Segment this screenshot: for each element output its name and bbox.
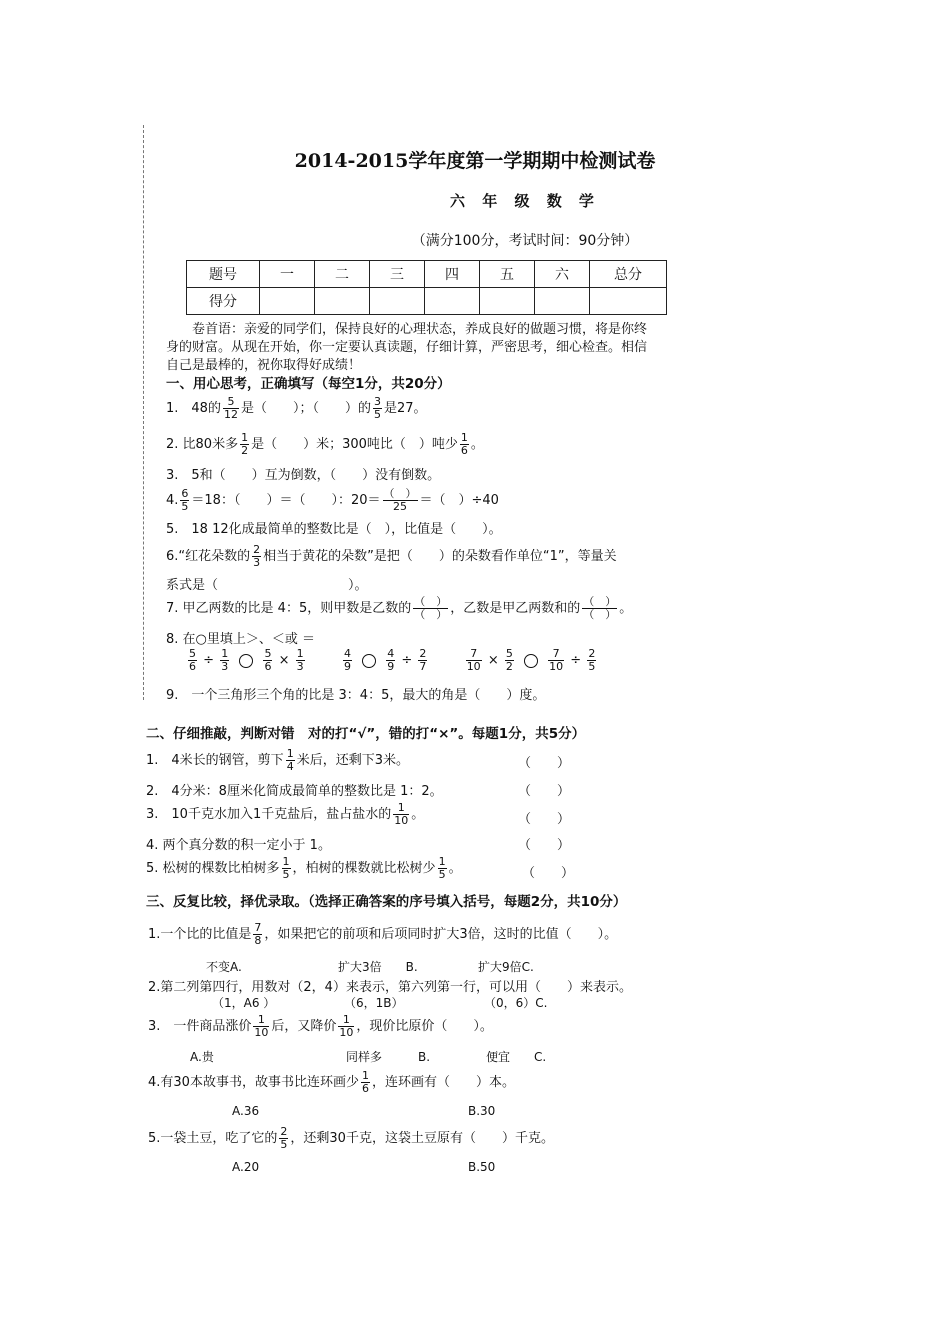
fraction-numerator: 1 <box>286 747 294 760</box>
question-text: 米后，还剩下3米。 <box>296 753 409 768</box>
fraction-denominator: 5 <box>280 1138 288 1151</box>
fraction-denominator: 2 <box>505 660 513 673</box>
question-2-3 <box>146 802 424 827</box>
fraction-numerator: 2 <box>280 1125 288 1138</box>
fraction-denominator: 6 <box>189 660 196 673</box>
question-text: 5.一袋土豆，吃了它的 <box>148 1131 278 1146</box>
fraction-numerator: 5 <box>264 647 272 660</box>
operator: × <box>278 653 290 668</box>
fraction <box>438 856 447 881</box>
score-table-score-row <box>187 288 667 315</box>
fraction <box>188 648 197 673</box>
fraction-denominator: 9 <box>343 660 351 673</box>
question-text: ＝18：（ ）＝（ ）：20＝ <box>191 493 381 508</box>
question-text: 3. 一件商品涨价 <box>148 1019 252 1034</box>
fraction <box>548 648 564 673</box>
fraction-numerator: 5 <box>223 396 239 409</box>
fraction-numerator: （ ） <box>414 595 448 608</box>
question-3-5 <box>148 1126 554 1151</box>
fraction-denominator: 7 <box>419 660 427 673</box>
fraction <box>252 544 261 569</box>
question-text: 6.“红花朵数的 <box>166 549 251 564</box>
score-cell: 总分 <box>590 261 667 288</box>
score-cell: 四 <box>425 261 480 288</box>
fraction-denominator: 10 <box>394 814 409 827</box>
question-2-1 <box>146 748 409 773</box>
fraction-denominator: （ ） <box>414 608 448 621</box>
option[interactable]: （1，A6 ） <box>212 996 276 1010</box>
question-3-4 <box>148 1070 515 1095</box>
score-cell: 二 <box>315 261 370 288</box>
option[interactable]: 不变A. <box>206 960 242 974</box>
fraction-numerator: 2 <box>419 647 427 660</box>
question-text: 7. 甲乙两数的比是 4：5，则甲数是乙数的 <box>166 601 412 616</box>
answer-parentheses[interactable]: （ ） <box>518 838 571 853</box>
question-text: 后，又降价 <box>271 1019 337 1034</box>
fraction-denominator: 9 <box>387 660 395 673</box>
score-table-header-row <box>187 261 667 288</box>
fraction-numerator: 1 <box>361 1069 369 1082</box>
fraction <box>296 648 305 673</box>
fraction-denominator: 5 <box>282 868 290 881</box>
fraction <box>220 648 229 673</box>
question-1-7 <box>166 596 632 621</box>
score-input-cell[interactable] <box>480 288 535 315</box>
fraction-denominator: 5 <box>438 868 446 881</box>
fraction <box>180 488 189 513</box>
fraction-denominator: 5 <box>181 500 189 513</box>
question-text: 1. 48的 <box>166 401 221 416</box>
option[interactable]: 同样多 B. <box>346 1050 431 1064</box>
fraction-numerator: 1 <box>241 431 249 444</box>
question-text: ＝（ ）÷40 <box>419 493 499 508</box>
fraction-numerator: 2 <box>253 543 261 556</box>
section-2-title: 二、仔细推敲，判断对错 对的打“√”，错的打“×”。每题1分，共5分） <box>146 726 586 742</box>
fraction-numerator: 1 <box>338 1014 354 1027</box>
section-1-title: 一、用心思考，正确填写（每空1分，共20分） <box>166 376 451 392</box>
question-text: 相当于黄花的朵数”是把（ ）的朵数看作单位“1”，等量关 <box>263 549 617 564</box>
fraction <box>373 396 382 421</box>
fraction-denominator: 3 <box>253 556 261 569</box>
question-text: ，连环画有（ ）本。 <box>371 1075 515 1090</box>
answer-parentheses[interactable]: （ ） <box>518 812 571 827</box>
question-1-5: 5. 18 12化成最简单的整数比是（ ），比值是（ ）。 <box>166 522 502 537</box>
fraction-denominator: 6 <box>264 660 272 673</box>
fraction-numerator: 6 <box>181 487 189 500</box>
option[interactable]: A.20 <box>232 1160 260 1174</box>
question-1-8-expressions <box>186 648 598 673</box>
question-text: ，乙数是甲乙两数和的 <box>450 601 581 616</box>
score-cell: 五 <box>480 261 535 288</box>
score-input-cell[interactable] <box>370 288 425 315</box>
score-cell: 题号 <box>187 261 260 288</box>
fraction <box>505 648 514 673</box>
question-text: 是（ ）米；300吨比（ ）吨少 <box>251 437 458 452</box>
fraction-denominator: 12 <box>223 408 238 421</box>
operator: ÷ <box>401 653 413 668</box>
fraction-denominator: 3 <box>296 660 304 673</box>
score-cell: 六 <box>535 261 590 288</box>
score-input-cell[interactable] <box>315 288 370 315</box>
fraction-denominator: 8 <box>254 934 262 947</box>
binding-margin-line <box>143 125 144 700</box>
fraction <box>253 1014 269 1039</box>
score-input-cell[interactable] <box>590 288 667 315</box>
fraction-numerator: 7 <box>466 648 482 661</box>
fraction-numerator: 5 <box>505 647 513 660</box>
fraction-numerator: （ ） <box>383 487 417 500</box>
fraction-numerator: 7 <box>254 921 262 934</box>
section-3-title: 三、反复比较，择优录取。（选择正确答案的序号填入括号，每题2分，共10分） <box>146 894 627 910</box>
fraction-numerator: 4 <box>343 647 351 660</box>
question-1-9: 9. 一个三角形三个角的比是 3：4：5，最大的角是（ ）度。 <box>166 688 546 703</box>
fraction <box>386 648 395 673</box>
option[interactable]: 便宜 C. <box>486 1050 547 1064</box>
operator: ÷ <box>203 653 215 668</box>
fraction-numerator: 2 <box>588 647 596 660</box>
question-3-1 <box>148 922 617 947</box>
fraction-numerator: 7 <box>548 648 564 661</box>
question-1-2 <box>166 432 484 457</box>
question-1-6-cont: 系式是（ ）。 <box>166 578 368 593</box>
fraction <box>466 648 482 673</box>
option[interactable]: 扩大9倍C. <box>478 960 534 974</box>
fraction-numerator: （ ） <box>583 595 617 608</box>
score-table <box>186 260 667 315</box>
question-text: 是27。 <box>383 401 427 416</box>
question-text: ，柏树的棵数就比松树少 <box>292 861 436 876</box>
fraction-numerator: 1 <box>221 647 229 660</box>
fraction <box>282 856 291 881</box>
question-3-2: 2.第二列第四行，用数对（2，4）来表示，第六列第一行，可以用（ ）来表示。 <box>148 980 632 995</box>
fraction-numerator: 1 <box>460 431 468 444</box>
question-text: 。 <box>448 861 462 876</box>
question-2-2: 2. 4分米：8厘米化简成最简单的整数比是 1：2。 <box>146 784 443 799</box>
question-text: 。 <box>411 807 425 822</box>
question-text: ，现价比原价（ ）。 <box>356 1019 493 1034</box>
score-info: （满分100分，考试时间：90分钟） <box>411 233 639 249</box>
question-1-1 <box>166 396 427 421</box>
score-input-cell[interactable] <box>260 288 315 315</box>
question-text: 是（ ）；（ ）的 <box>240 401 371 416</box>
fraction <box>343 648 352 673</box>
question-text: 。 <box>470 437 484 452</box>
question-text: 1.一个比的比值是 <box>148 927 252 942</box>
fraction-denominator: 6 <box>460 444 468 457</box>
fraction-numerator: 1 <box>282 855 290 868</box>
score-input-cell[interactable] <box>535 288 590 315</box>
question-text: 4. <box>166 493 179 508</box>
question-2-4: 4. 两个真分数的积一定小于 1。 <box>146 838 331 853</box>
fraction-denominator: 10 <box>549 660 564 673</box>
fraction-numerator: 1 <box>253 1014 269 1027</box>
question-text: ，如果把它的前项和后项同时扩大3倍，这时的比值（ ）。 <box>264 927 618 942</box>
score-cell: 三 <box>370 261 425 288</box>
fraction-denominator: （ ） <box>583 608 617 621</box>
fraction-numerator: 1 <box>296 647 304 660</box>
intro-line: 卷首语：亲爱的同学们，保持良好的心理状态，养成良好的做题习惯，将是你终 <box>192 322 648 337</box>
compare-circle[interactable] <box>524 654 538 668</box>
fraction <box>413 596 448 621</box>
answer-parentheses[interactable]: （ ） <box>518 756 571 771</box>
fraction <box>587 648 596 673</box>
fraction <box>460 432 469 457</box>
fraction <box>393 802 409 827</box>
option[interactable]: B.50 <box>468 1160 496 1174</box>
fraction <box>240 432 249 457</box>
fraction-denominator: 5 <box>588 660 596 673</box>
fraction-denominator: 2 <box>241 444 249 457</box>
fraction-numerator: 4 <box>387 647 395 660</box>
question-1-4 <box>166 488 499 513</box>
intro-line: 身的财富。从现在开始，你一定要认真读题，仔细计算，严密思考，细心检查。相信 <box>166 340 648 355</box>
option[interactable]: 扩大3倍 B. <box>338 960 418 974</box>
fraction <box>582 596 617 621</box>
question-3-3 <box>148 1014 493 1039</box>
question-text: 1. 4米长的钢管，剪下 <box>146 753 284 768</box>
compare-circle[interactable] <box>239 654 253 668</box>
option[interactable]: （0，6）C. <box>484 996 548 1010</box>
fraction-numerator: 3 <box>373 395 381 408</box>
question-1-8: 8. 在○里填上＞、＜或 ＝ <box>166 632 316 647</box>
fraction-numerator: 5 <box>189 647 196 660</box>
intro-line: 自己是最棒的，祝你取得好成绩！ <box>166 358 362 373</box>
question-text: ，还剩30千克，这袋土豆原有（ ）千克。 <box>290 1131 554 1146</box>
question-text: 5. 松树的棵数比柏树多 <box>146 861 280 876</box>
score-input-cell[interactable] <box>425 288 480 315</box>
compare-circle[interactable] <box>362 654 376 668</box>
fraction-denominator: 10 <box>466 660 481 673</box>
fraction-denominator: 25 <box>393 500 407 513</box>
fraction <box>253 922 262 947</box>
fraction <box>383 488 418 513</box>
fraction <box>361 1070 370 1095</box>
fraction-denominator: 10 <box>339 1026 354 1039</box>
fraction <box>279 1126 288 1151</box>
exam-subtitle: 六 年 级 数 学 <box>450 192 600 210</box>
fraction-numerator: 1 <box>438 855 446 868</box>
exam-title: 2014-2015学年度第一学期期中检测试卷 <box>294 150 656 172</box>
score-cell: 一 <box>260 261 315 288</box>
fraction-denominator: 5 <box>373 408 381 421</box>
question-text: 3. 10千克水加入1千克盐后，盐占盐水的 <box>146 807 392 822</box>
fraction-denominator: 10 <box>254 1026 269 1039</box>
fraction-denominator: 6 <box>361 1082 369 1095</box>
question-text: 。 <box>619 601 633 616</box>
fraction <box>286 748 295 773</box>
fraction <box>418 648 427 673</box>
option[interactable]: B.30 <box>468 1104 496 1118</box>
question-2-5 <box>146 856 462 881</box>
operator: × <box>487 653 499 668</box>
option[interactable]: A.36 <box>232 1104 260 1118</box>
fraction <box>223 396 239 421</box>
question-1-6 <box>166 544 617 569</box>
fraction-numerator: 1 <box>393 802 409 815</box>
answer-parentheses[interactable]: （ ） <box>518 784 571 799</box>
option[interactable]: （6，1B） <box>344 996 404 1010</box>
option[interactable]: A.贵 <box>190 1050 214 1064</box>
score-cell: 得分 <box>187 288 260 315</box>
fraction-denominator: 3 <box>221 660 229 673</box>
question-1-3: 3. 5和（ ）互为倒数，（ ）没有倒数。 <box>166 468 441 483</box>
fraction <box>338 1014 354 1039</box>
answer-parentheses[interactable]: （ ） <box>522 866 575 881</box>
question-text: 4.有30本故事书，故事书比连环画少 <box>148 1075 359 1090</box>
fraction <box>263 648 272 673</box>
question-text: 2. 比80米多 <box>166 437 239 452</box>
operator: ÷ <box>570 653 582 668</box>
fraction-denominator: 4 <box>286 760 294 773</box>
